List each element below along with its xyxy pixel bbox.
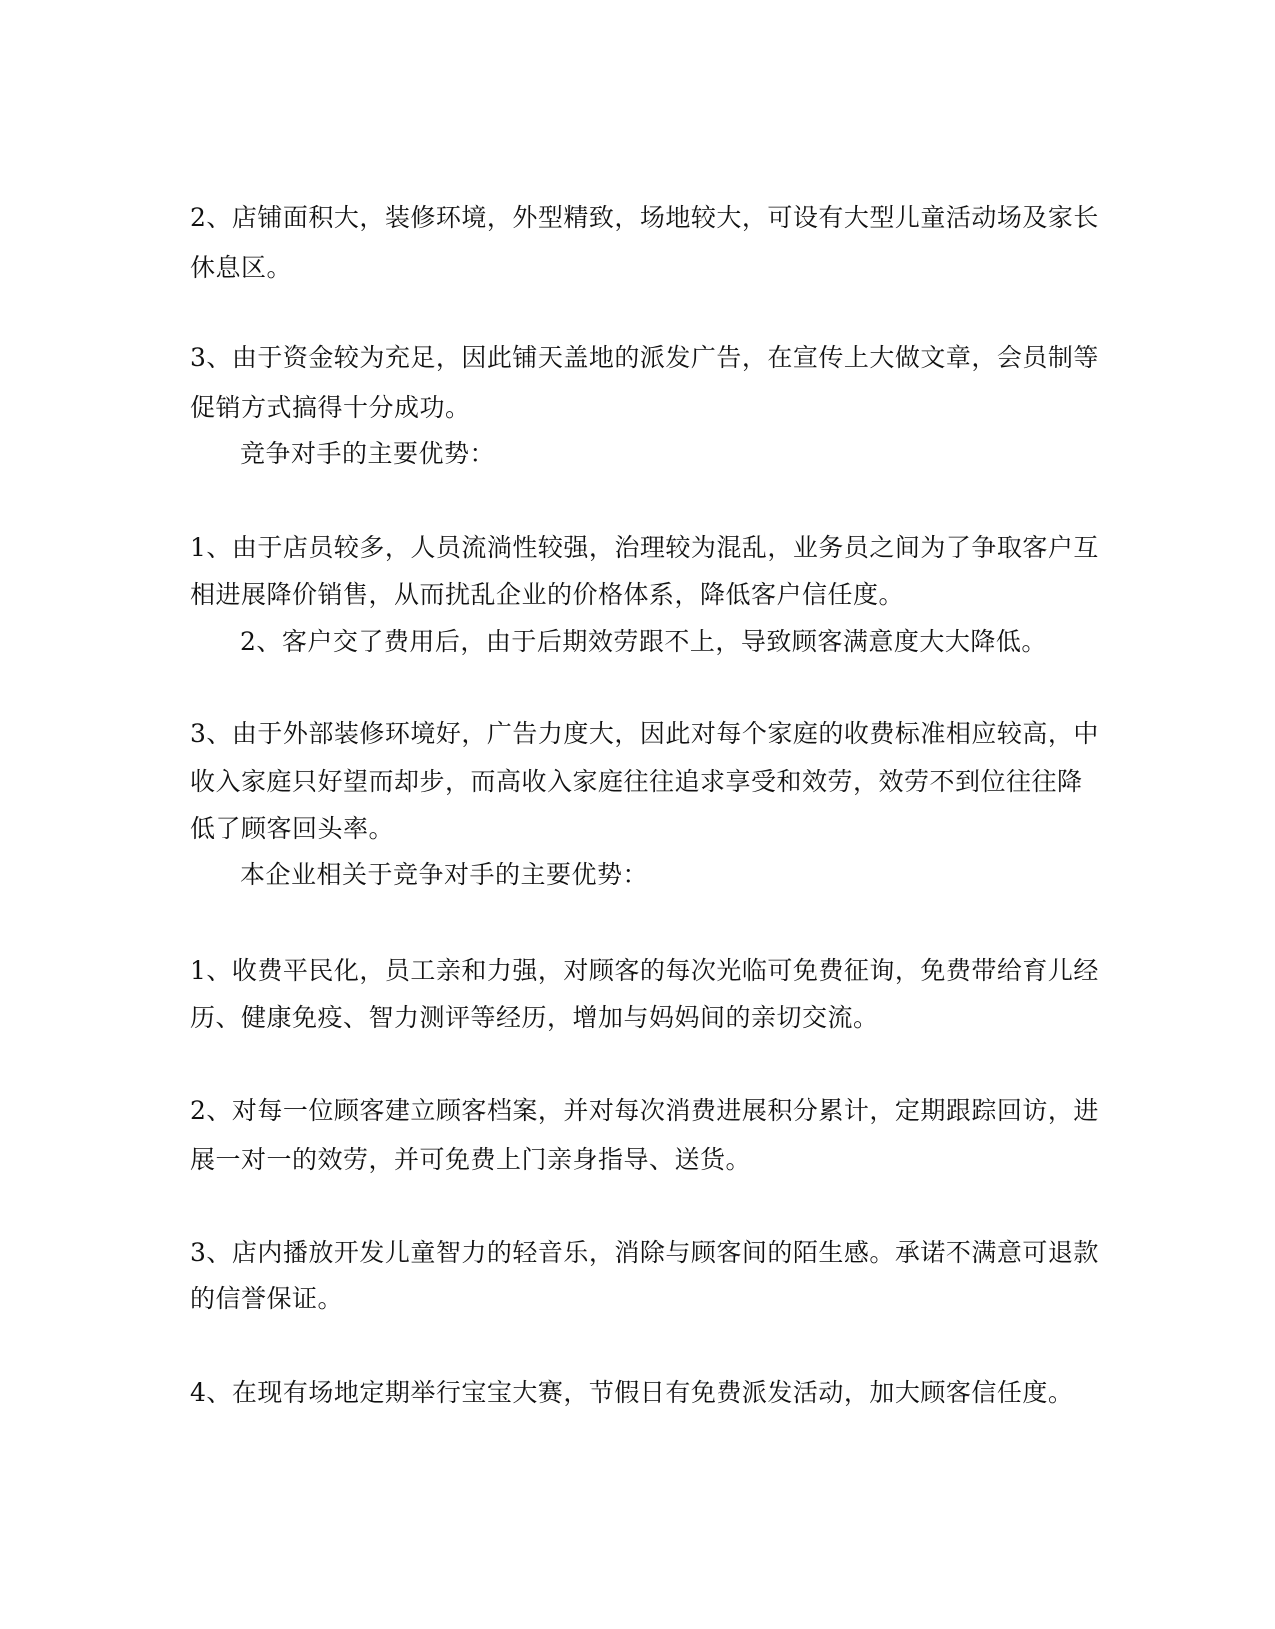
paragraph-line: 3、由于外部装修环境好，广告力度大，因此对每个家庭的收费标准相应较高，中 — [190, 719, 1099, 748]
section-heading: 竞争对手的主要优势： — [240, 439, 496, 468]
paragraph-line: 相进展降价销售，从而扰乱企业的价格体系，降低客户信任度。 — [190, 580, 905, 609]
paragraph-line: 3、店内播放开发儿童智力的轻音乐，消除与顾客间的陌生感。承诺不满意可退款 — [190, 1238, 1099, 1267]
paragraph-line: 历、健康免疫、智力测评等经历，增加与妈妈间的亲切交流。 — [190, 1003, 879, 1032]
paragraph-line: 展一对一的效劳，并可免费上门亲身指导、送货。 — [190, 1145, 752, 1174]
paragraph-line: 4、在现有场地定期举行宝宝大赛，节假日有免费派发活动，加大顾客信任度。 — [190, 1378, 1074, 1407]
paragraph-line: 收入家庭只好望而却步，而高收入家庭往往追求享受和效劳，效劳不到位往往降 — [190, 767, 1083, 796]
paragraph-line: 1、收费平民化，员工亲和力强，对顾客的每次光临可免费征询，免费带给育儿经 — [190, 956, 1099, 985]
paragraph-line: 1、由于店员较多，人员流淌性较强，治理较为混乱，业务员之间为了争取客户互 — [190, 533, 1099, 562]
paragraph-line: 2、店铺面积大，装修环境，外型精致，场地较大，可设有大型儿童活动场及家长 — [190, 203, 1099, 232]
paragraph-line: 的信誉保证。 — [190, 1284, 344, 1313]
section-heading: 本企业相关于竞争对手的主要优势： — [240, 860, 649, 889]
paragraph-line: 2、客户交了费用后，由于后期效劳跟不上，导致顾客满意度大大降低。 — [240, 627, 1047, 656]
paragraph-line: 休息区。 — [190, 253, 293, 282]
paragraph-line: 低了顾客回头率。 — [190, 814, 395, 843]
paragraph-line: 3、由于资金较为充足，因此铺天盖地的派发广告，在宣传上大做文章，会员制等 — [190, 343, 1099, 372]
paragraph-line: 促销方式搞得十分成功。 — [190, 393, 471, 422]
paragraph-line: 2、对每一位顾客建立顾客档案，并对每次消费进展积分累计，定期跟踪回访，进 — [190, 1096, 1099, 1125]
